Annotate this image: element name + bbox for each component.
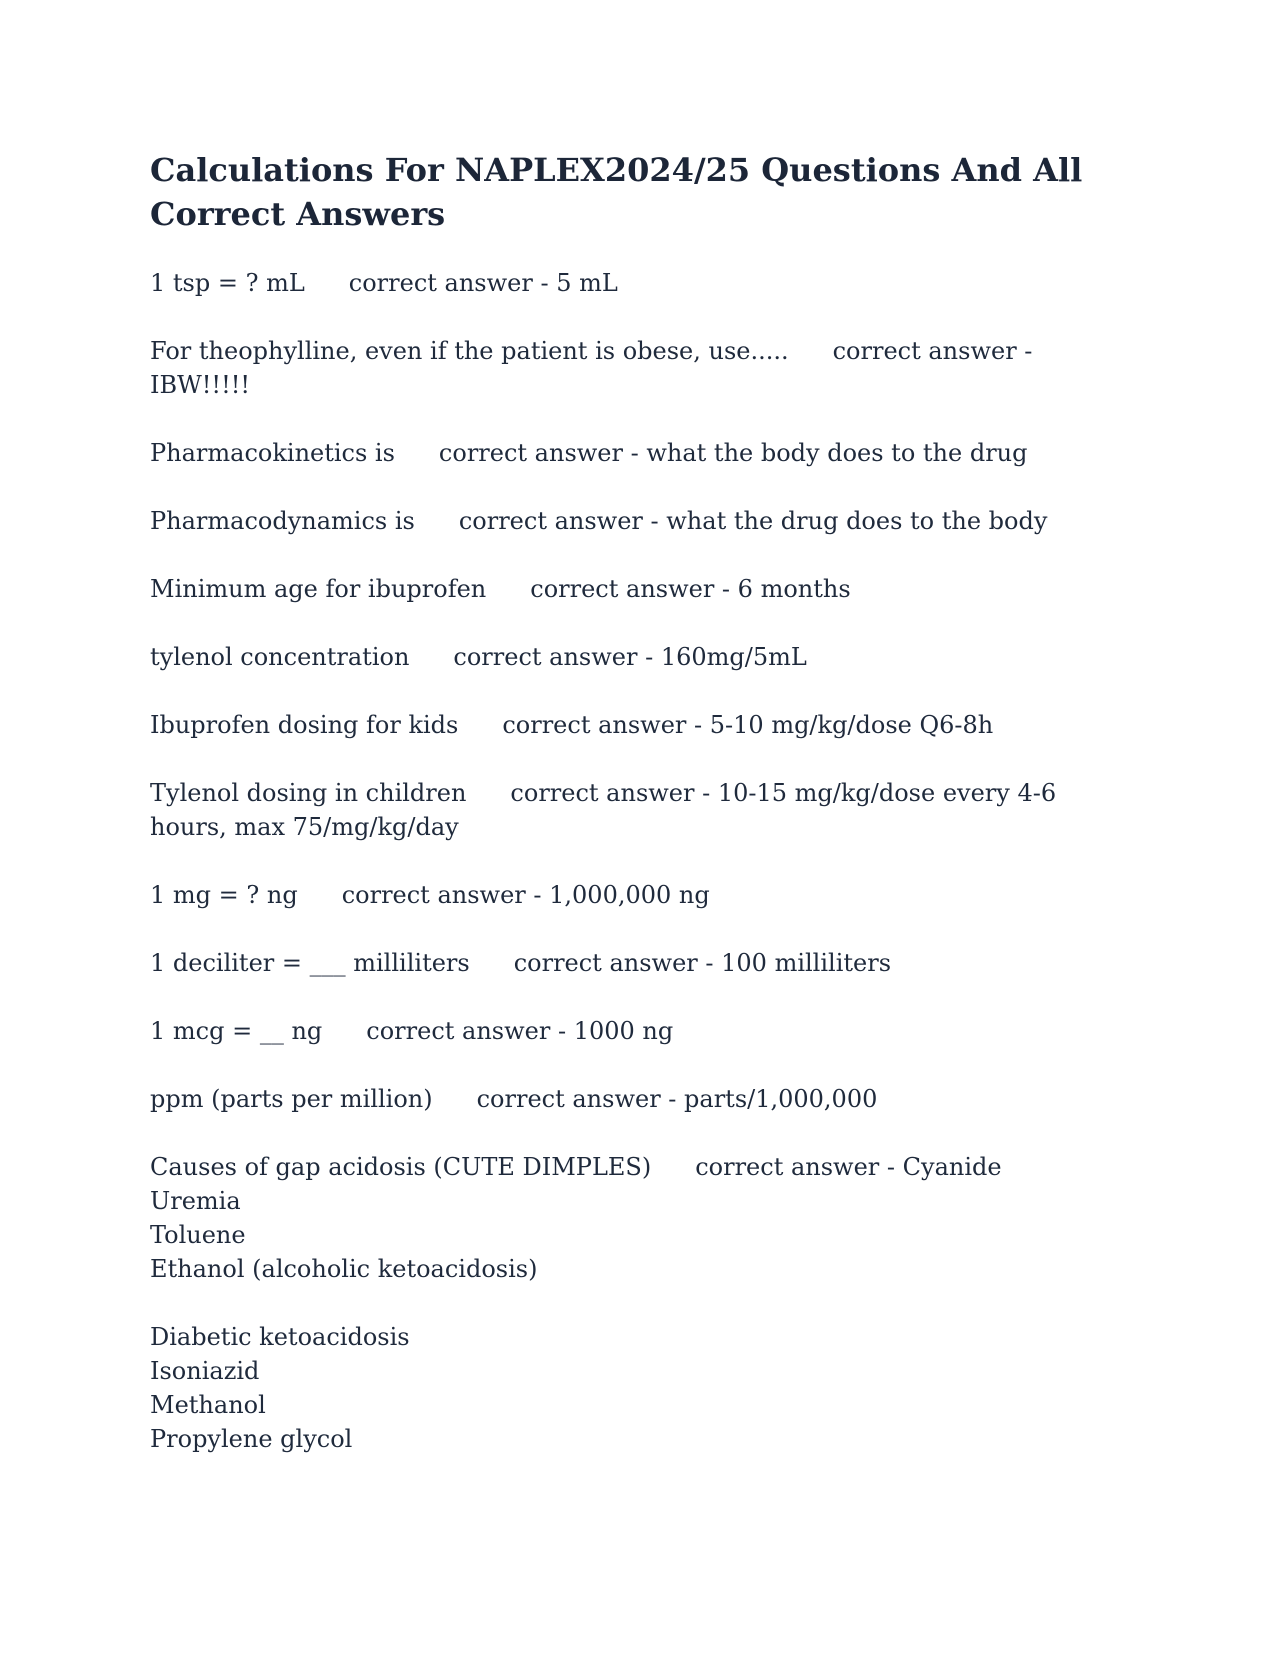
answer-text: correct answer - what the body does to the drug [438,439,1028,467]
answer-text: correct answer - what the drug does to the body [458,507,1048,535]
question-text: Pharmacokinetics is [150,439,395,467]
question-text: 1 deciliter = ___ milliliters [150,949,470,977]
question-text: Minimum age for ibuprofen [150,575,487,603]
question-text: Ibuprofen dosing for kids [150,711,459,739]
qa-item [150,334,1110,402]
answer-text: correct answer - parts/1,000,000 [476,1085,878,1113]
list-item: Diabetic ketoacidosis [150,1323,410,1351]
question-text: Tylenol dosing in children [150,779,467,807]
qa-item [150,878,1110,912]
question-text: ppm (parts per million) [150,1085,433,1113]
question-text: tylenol concentration [150,643,410,671]
question-text: Pharmacodynamics is [150,507,415,535]
question-text: Causes of gap acidosis (CUTE DIMPLES) [150,1153,652,1181]
qa-item [150,266,1110,300]
question-text: 1 tsp = ? mL [150,269,305,297]
question-text: 1 mg = ? ng [150,881,298,909]
list-item: Methanol [150,1391,266,1419]
list-item: Ethanol (alcoholic ketoacidosis) [150,1255,538,1283]
qa-item [150,504,1110,538]
document-page [150,148,1110,1490]
question-text: 1 mcg = __ ng [150,1017,323,1045]
qa-item [150,776,1110,844]
list-item: Uremia [150,1187,241,1215]
qa-item [150,1150,1110,1456]
answer-text: correct answer - Cyanide [695,1153,1002,1181]
question-text: For theophylline, even if the patient is obese, use..... [150,337,789,365]
answer-text: correct answer - 10-15 mg/kg/dose every 4-6 [510,779,1057,807]
answer-text: correct answer - 1000 ng [366,1017,674,1045]
qa-item [150,1082,1110,1116]
answer-text: correct answer - 160mg/5mL [453,643,807,671]
document-title: Calculations For NAPLEX2024/25 Questions And All Correct Answers [150,151,1083,233]
answer-text-continued: IBW!!!!! [150,371,251,399]
answer-text: correct answer - 5-10 mg/kg/dose Q6-8h [502,711,994,739]
answer-text: correct answer - 100 milliliters [513,949,892,977]
answer-text-continued: hours, max 75/mg/kg/day [150,813,459,841]
qa-item [150,572,1110,606]
answer-text: correct answer - 6 months [530,575,851,603]
answer-text: correct answer - [832,337,1033,365]
qa-item [150,946,1110,980]
blank-line [150,1286,1110,1320]
answer-text: correct answer - 1,000,000 ng [341,881,710,909]
list-item: Toluene [150,1221,246,1249]
list-item: Isoniazid [150,1357,260,1385]
qa-item [150,436,1110,470]
list-item: Propylene glycol [150,1425,353,1453]
qa-item [150,708,1110,742]
qa-item [150,640,1110,674]
answer-text: correct answer - 5 mL [348,269,618,297]
qa-item [150,1014,1110,1048]
